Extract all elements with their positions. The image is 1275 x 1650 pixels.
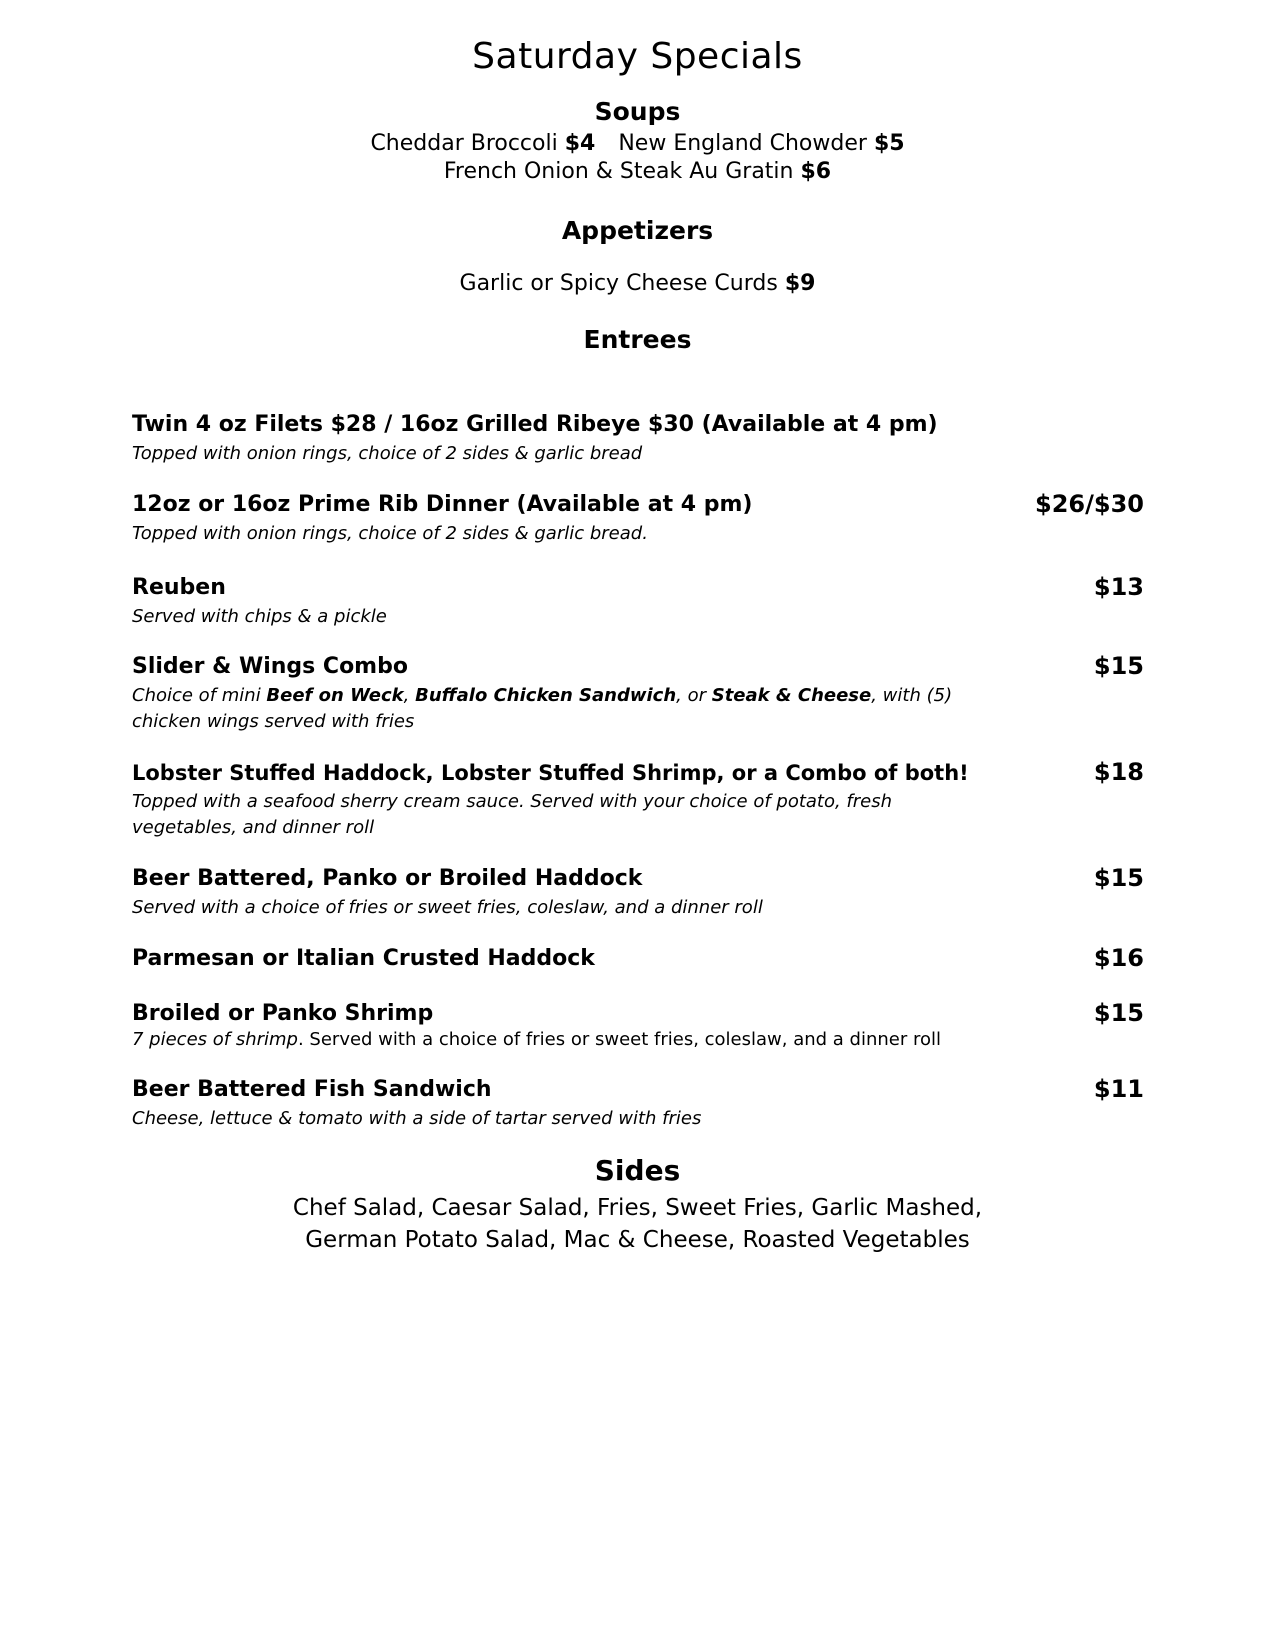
entree-description: Served with a choice of fries or sweet fries, coleslaw, and a dinner roll	[132, 897, 763, 918]
sides-line-2: German Potato Salad, Mac & Cheese, Roasted Vegetables	[305, 1227, 970, 1253]
entree-item	[132, 864, 1144, 921]
entree-item	[132, 573, 1144, 630]
sides-heading: Sides	[594, 1154, 681, 1187]
description-text: ,	[403, 685, 416, 706]
entree-name: Beer Battered, Panko or Broiled Haddock	[132, 866, 643, 891]
entree-name: Slider & Wings Combo	[132, 654, 408, 679]
description-text: , with (5) chicken wings served with fries	[132, 685, 953, 732]
entree-price: $15	[1093, 999, 1144, 1027]
soups-heading: Soups	[594, 97, 681, 126]
entree-item	[132, 944, 1144, 974]
entree-name: Reuben	[132, 575, 226, 600]
appetizer-line	[0, 271, 1275, 296]
description-option: Beef on Weck	[266, 685, 404, 706]
entree-item	[132, 999, 1144, 1053]
entree-description: Cheese, lettuce & tomato with a side of tartar served with fries	[132, 1108, 702, 1129]
appetizer-price: $9	[784, 271, 816, 296]
soups-line-1	[0, 131, 1275, 156]
entree-name: Parmesan or Italian Crusted Haddock	[132, 946, 595, 971]
soup-price: $6	[800, 159, 832, 184]
entree-price: $11	[1093, 1075, 1144, 1103]
soups-line-2	[0, 159, 1275, 184]
description-text: 7 pieces of shrimp	[132, 1029, 298, 1050]
description-text: . Served with a choice of fries or sweet fries, coleslaw, and a dinner roll	[297, 1029, 941, 1050]
entree-description	[132, 1027, 982, 1053]
entree-name: Twin 4 oz Filets $28 / 16oz Grilled Ribeye $30 (Available at 4 pm)	[132, 412, 938, 437]
entree-description: Served with chips & a pickle	[132, 606, 387, 627]
entree-item	[132, 1075, 1144, 1132]
entree-price: $26/$30	[1035, 490, 1144, 518]
entree-description: Topped with onion rings, choice of 2 sides & garlic bread	[132, 443, 643, 464]
entree-name: Lobster Stuffed Haddock, Lobster Stuffed Shrimp, or a Combo of both!	[132, 761, 969, 785]
entrees-heading: Entrees	[583, 325, 692, 354]
entree-item	[132, 758, 1144, 841]
entree-name: Broiled or Panko Shrimp	[132, 1001, 434, 1026]
description-text: Choice of mini	[132, 685, 267, 706]
soup-name: French Onion & Steak Au Gratin	[443, 159, 794, 184]
page-title: Saturday Specials	[472, 36, 803, 77]
soup-name: Cheddar Broccoli	[370, 131, 558, 156]
description-option: Steak & Cheese	[711, 685, 872, 706]
entree-description: Topped with onion rings, choice of 2 sides & garlic bread.	[132, 523, 648, 544]
entree-price: $15	[1093, 864, 1144, 892]
description-option: Buffalo Chicken Sandwich	[415, 685, 677, 706]
soup-price: $4	[564, 131, 596, 156]
soup-name: New England Chowder	[618, 131, 867, 156]
entree-price: $13	[1093, 573, 1144, 601]
entree-price: $18	[1093, 758, 1144, 786]
entree-name: Beer Battered Fish Sandwich	[132, 1077, 492, 1102]
entree-price: $16	[1093, 944, 1144, 972]
entree-name: 12oz or 16oz Prime Rib Dinner (Available at 4 pm)	[132, 492, 753, 517]
entree-description: Topped with a seafood sherry cream sauce. Served with your choice of potato, fresh vegetables, and dinner roll	[132, 791, 893, 838]
entree-item	[132, 410, 1144, 467]
entree-item	[132, 490, 1144, 547]
soup-price: $5	[873, 131, 905, 156]
appetizer-name: Garlic or Spicy Cheese Curds	[459, 271, 778, 296]
entree-price: $15	[1093, 652, 1144, 680]
appetizers-heading: Appetizers	[561, 216, 714, 245]
sides-line-1: Chef Salad, Caesar Salad, Fries, Sweet Fries, Garlic Mashed,	[292, 1195, 983, 1221]
entree-item	[132, 652, 1144, 735]
entree-description	[132, 683, 982, 735]
description-text: , or	[676, 685, 712, 706]
